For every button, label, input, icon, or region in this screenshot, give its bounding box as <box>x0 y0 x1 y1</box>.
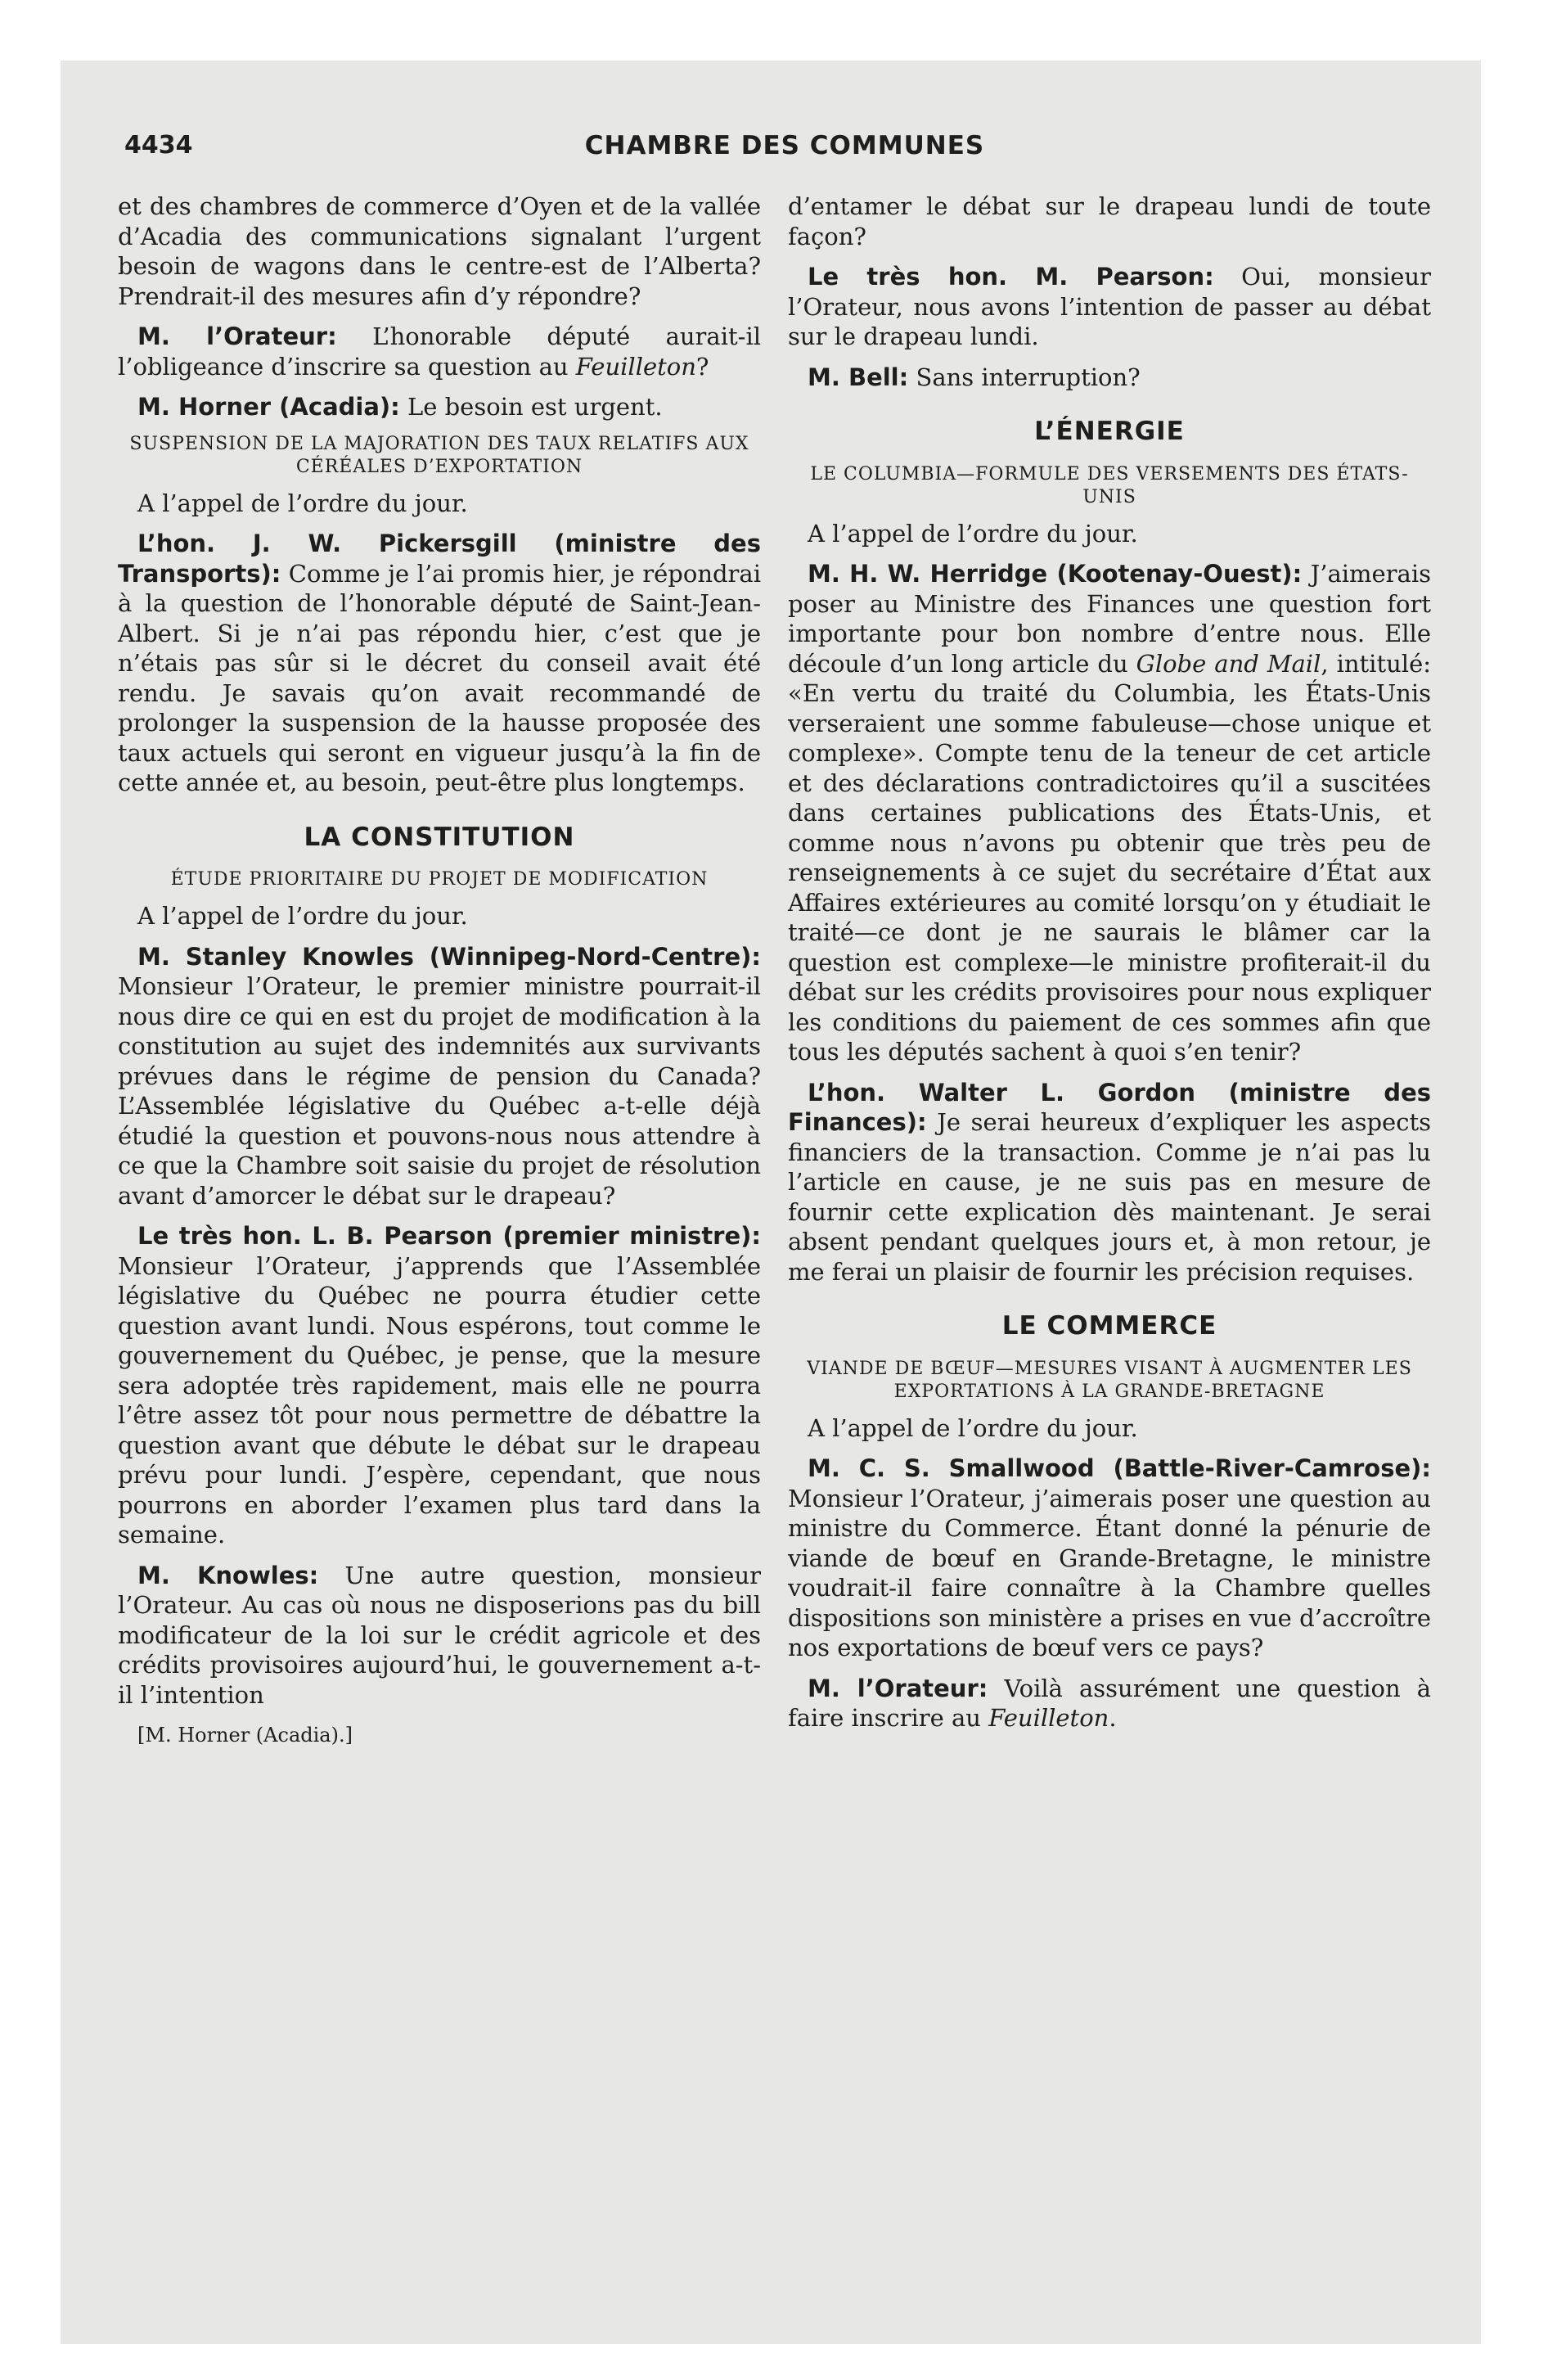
paragraph <box>118 529 761 798</box>
paragraph <box>788 262 1431 352</box>
speech-text: Je serai heureux d’expliquer les aspects financiers de la transaction. Comme je n’ai pas lu l’article en cause, je ne suis pas en mesure de fournir cette explication dès maintenant. Je serai absent pendant quelques jours et, à mon retour, je me ferai un plaisir de fournir les précision requises. <box>788 1108 1431 1286</box>
punctuation: . <box>1109 1704 1117 1732</box>
left-column <box>118 192 761 1751</box>
paragraph <box>118 942 761 1211</box>
procedural-note: A l’appel de l’ordre du jour. <box>137 489 468 517</box>
page-number: 4434 <box>124 131 193 160</box>
right-column <box>788 192 1431 1744</box>
speaker-name: L’hon. Walter L. Gordon (ministre des Finances): <box>788 1078 1431 1136</box>
procedural-note: A l’appel de l’ordre du jour. <box>808 1413 1138 1442</box>
section-heading: LA CONSTITUTION <box>304 822 575 852</box>
paragraph <box>118 1561 761 1711</box>
paragraph <box>788 559 1431 1067</box>
paragraph <box>788 363 1431 393</box>
speech-text: Monsieur l’Orateur, j’aimerais poser une question au ministre du Commerce. Étant donné la pénurie de viande de bœuf en Grande-Bretagne, le ministre voudrait-il faire connaître à la Chambre quelles dispositions son ministère a prises en vue d’accroître nos exportations de bœuf vers ce pays? <box>788 1484 1431 1661</box>
speech-text: Voilà assurément une question à faire inscrire au <box>788 1674 1431 1732</box>
procedural-note: A l’appel de l’ordre du jour. <box>137 902 468 930</box>
speaker-name: M. H. W. Herridge (Kootenay-Ouest): <box>808 560 1303 588</box>
speech-text: , intitulé: «En vertu du traité du Columbia, les États-Unis verseraient une somme fabuleuse—chose unique et complexe». Compte tenu de la teneur de cet article et des déclarations contradictoires qu’il a suscitées dans certaines publications des États-Unis, et comme nous n’avons pu obtenir que très peu de renseignements à ce sujet du secrétaire d’État aux Affaires extérieures au comité lorsqu’on y étudiait le traité—ce dont je ne saurais le blâmer car la question est complexe—le ministre profiterait-il du débat sur les crédits provisoires pour nous expliquer les conditions du paiement de ces sommes afin que tous les députés sachent à quoi s’en tenir? <box>788 649 1431 1066</box>
journal-title: CHAMBRE DES COMMUNES <box>584 131 985 160</box>
paragraph <box>788 1078 1431 1287</box>
speech-text: Une autre question, monsieur l’Orateur. Au cas où nous ne disposerions pas du bill modificateur de la loi sur le crédit agricole et des crédits provisoires aujourd’hui, le gouvernement a-t-il l’intention <box>118 1561 761 1709</box>
italic-text: Feuilleton <box>575 352 696 381</box>
speaker-name: M. C. S. Smallwood (Battle-River-Camrose): <box>808 1454 1431 1482</box>
speaker-name: Le très hon. M. Pearson: <box>808 263 1214 291</box>
paragraph: d’entamer le débat sur le drapeau lundi de toute façon? <box>788 192 1431 250</box>
speech-text: Sans interruption? <box>908 363 1141 391</box>
paragraph <box>118 1221 761 1550</box>
speaker-name: M. Bell: <box>808 363 909 391</box>
section-heading: L’ÉNERGIE <box>1034 417 1185 446</box>
speaker-name: M. Knowles: <box>137 1561 319 1589</box>
subsection-heading: ÉTUDE PRIORITAIRE DU PROJET DE MODIFICATION <box>170 869 709 890</box>
paragraph <box>118 322 761 381</box>
speech-text: L’honorable député aurait-il l’obligeance d’inscrire sa question au <box>118 322 761 381</box>
speech-text: Comme je l’ai promis hier, je répondrai à la question de l’honorable député de Saint-Jean-Albert. Si je n’ai pas répondu hier, c’est que je n’étais pas sûr si le décret du conseil avait été rendu. Je savais qu’on avait recommandé de prolonger la suspension de la hausse proposée des taux actuels qui seront en vigueur jusqu’à la fin de cette année et, au besoin, peut-être plus longtemps. <box>118 559 761 796</box>
speaker-name: M. Horner (Acadia): <box>137 393 400 421</box>
paragraph <box>788 1674 1431 1733</box>
speech-text: J’aimerais poser au Ministre des Finances une question fort importante pour bon nombre d’entre nous. Elle découle d’un long article du <box>788 560 1431 678</box>
speech-text: Oui, monsieur l’Orateur, nous avons l’intention de passer au débat sur le drapeau lundi. <box>788 263 1431 350</box>
italic-text: Globe and Mail <box>1136 649 1321 678</box>
speaker-name: M. l’Orateur: <box>808 1674 988 1702</box>
paragraph <box>118 392 761 422</box>
paragraph <box>788 1454 1431 1663</box>
speaker-name: M. Stanley Knowles (Winnipeg-Nord-Centre): <box>137 942 761 971</box>
subsection-heading: LE COLUMBIA—FORMULE DES VERSEMENTS DES ÉTATS-UNIS <box>810 463 1409 507</box>
italic-text: Feuilleton <box>988 1704 1109 1732</box>
section-heading: LE COMMERCE <box>1001 1311 1217 1341</box>
speaker-name: M. l’Orateur: <box>137 322 337 350</box>
subsection-heading: VIANDE DE BŒUF—MESURES VISANT À AUGMENTER LES EXPORTATIONS À LA GRANDE-BRETAGNE <box>807 1358 1412 1402</box>
subsection-heading: SUSPENSION DE LA MAJORATION DES TAUX RELATIFS AUX CÉRÉALES D’EXPORTATION <box>129 433 749 477</box>
speaker-name: Le très hon. L. B. Pearson (premier ministre): <box>137 1222 761 1250</box>
footer-reference: [M. Horner (Acadia).] <box>137 1724 353 1747</box>
procedural-note: A l’appel de l’ordre du jour. <box>808 519 1138 548</box>
speech-text: Le besoin est urgent. <box>399 393 663 421</box>
running-header <box>124 131 1445 177</box>
punctuation: ? <box>695 352 709 381</box>
paragraph: et des chambres de commerce d’Oyen et de la vallée d’Acadia des communications signalant l’urgent besoin de wagons dans le centre-est de l’Alberta? Prendrait-il des mesures afin d’y répondre? <box>118 192 761 310</box>
speech-text: Monsieur l’Orateur, j’apprends que l’Assemblée législative du Québec ne pourra étudier cette question avant lundi. Nous espérons, tout comme le gouvernement du Québec, je pense, que la mesure sera adoptée très rapidement, mais elle ne pourra l’être assez tôt pour nous permettre de débattre la question avant que débute le débat sur le drapeau prévu pour lundi. J’espère, cependant, que nous pourrons en aborder l’examen plus tard dans la semaine. <box>118 1251 761 1548</box>
speaker-name: L’hon. J. W. Pickersgill (ministre des Transports): <box>118 530 761 588</box>
speech-text: Monsieur l’Orateur, le premier ministre pourrait-il nous dire ce qui en est du projet de modification à la constitution au sujet des indemnités aux survivants prévues dans le régime de pension du Canada? L’Assemblée législative du Québec a-t-elle déjà étudié la question et pouvons-nous nous attendre à ce que la Chambre soit saisie du projet de résolution avant d’amorcer le débat sur le drapeau? <box>118 972 761 1210</box>
